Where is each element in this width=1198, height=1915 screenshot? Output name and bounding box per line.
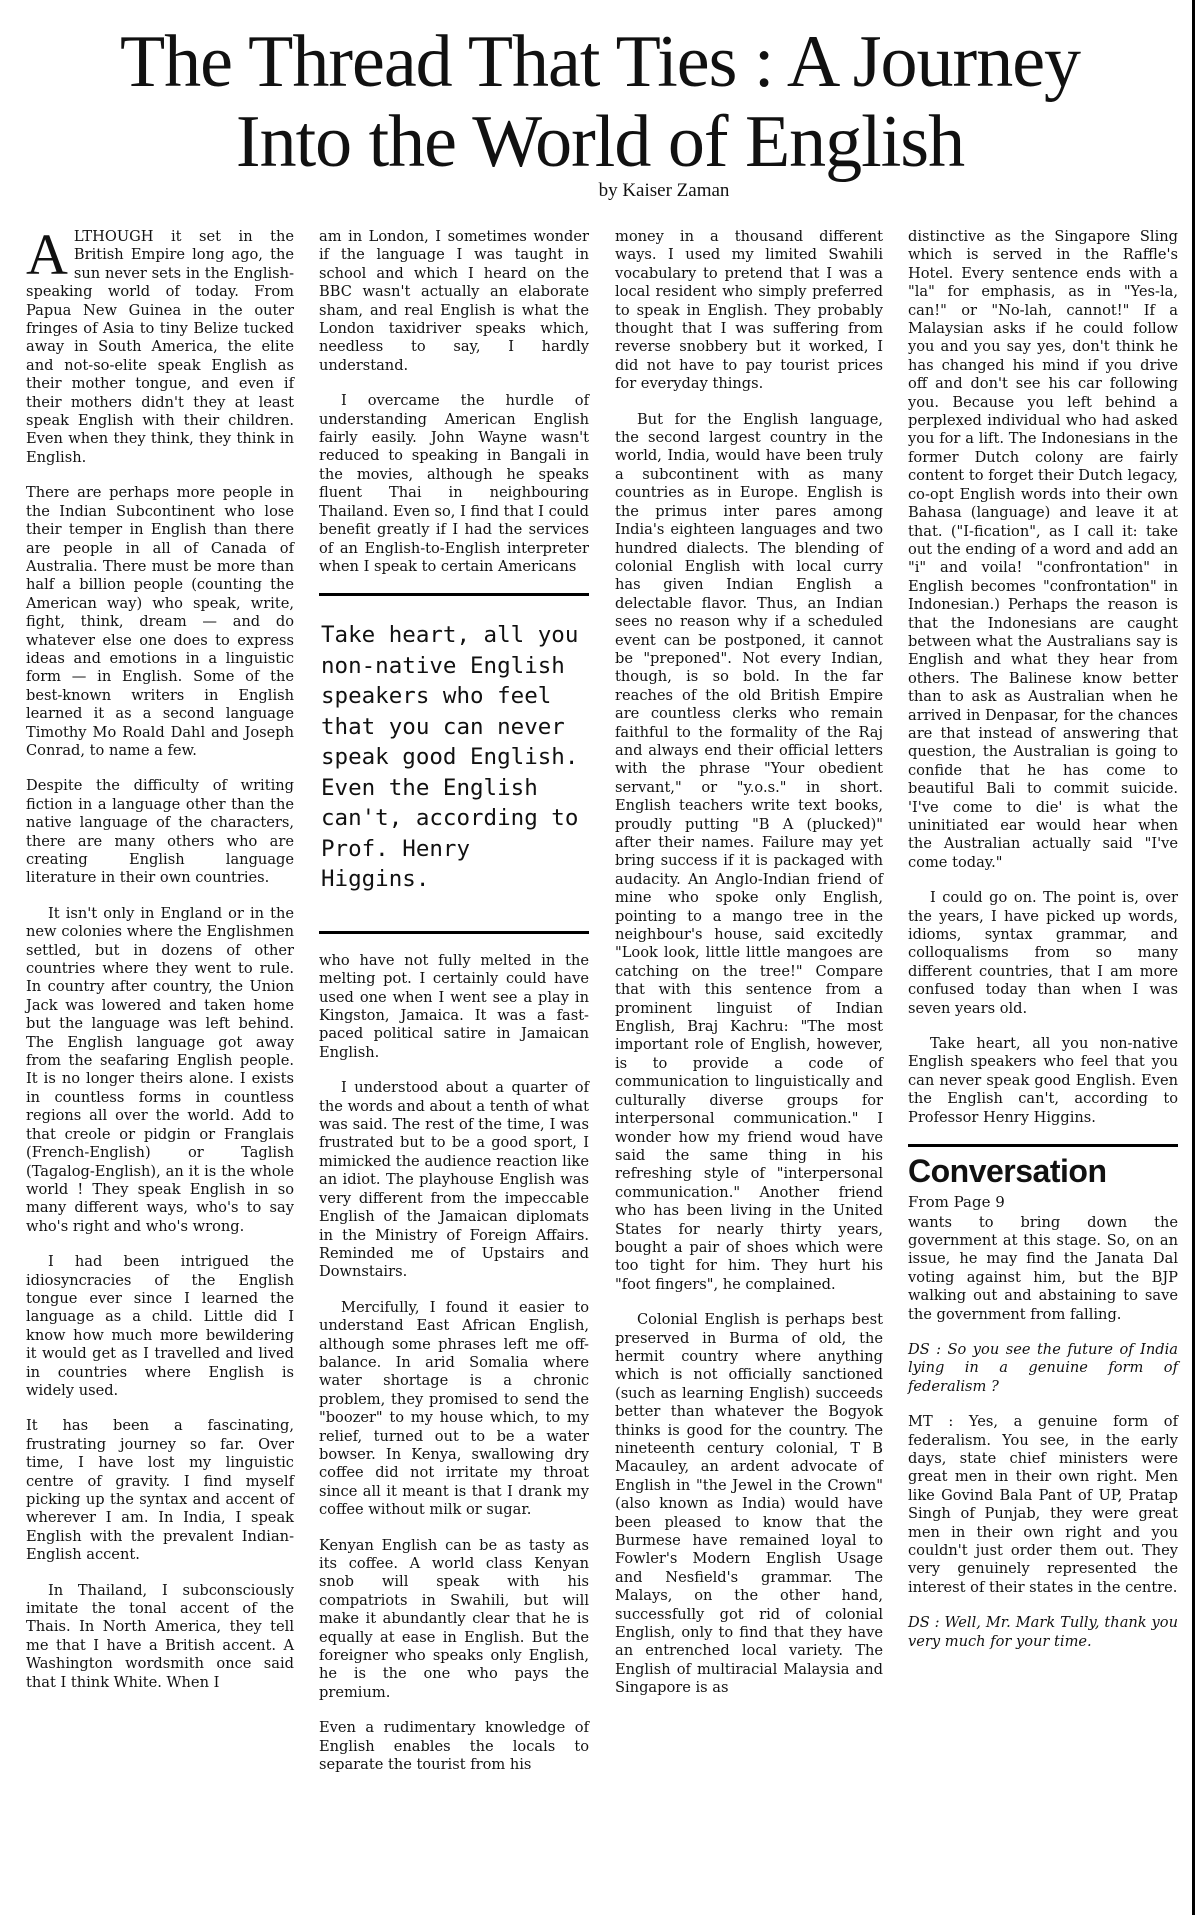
column-2 xyxy=(319,228,589,1791)
byline: by Kaiser Zaman xyxy=(598,180,730,201)
paragraph: But for the English language, the second largest country in the world, India, would have been truly a subcontinent with as many countries as in Europe. English is the primus inter pares among India's eighteen languages and two hundred dialects. The blending of colonial English with local curry has given Indian English a delectable flavor. Thus, an Indian sees no reason why if a scheduled event can be postponed, it cannot be "preponed". Not every Indian, though, is so bold. In the far reaches of the old British Empire are countless clerks who remain faithful to the formality of the Raj and always end their official letters with the phrase "Your obedient servant," or "y.o.s." in short. English teachers write text books, proudly putting "B A (plucked)" after their names. Failure may yet bring success if it is packaged with audacity. An Anglo-Indian friend of mine who spoke only English, pointing to a mango tree in the neighbour's house, said excitedly "Look look, little little mangoes are catching on the tree!" Compare that with this sentence from a prominent linguist of Indian English, Braj Kachru: "The most important role of English, however, is to provide a code of communication to linguistically and culturally diverse groups for interpersonal communication." I wonder how my friend woud have said the same thing in his refreshing style of "interpersonal communication." Another friend who has been living in the United States for nearly thirty years, bought a pair of shoes which were too tight for him. They hurt his "foot fingers", he complained. xyxy=(615,410,883,1293)
interview-question: DS : So you see the future of India lying in a genuine form of federalism ? xyxy=(908,1340,1178,1395)
paragraph: Take heart, all you non-native English speakers who feel that you can never speak good English. Even the English can't, according to Professor Henry Higgins. xyxy=(908,1035,1178,1126)
paragraph: It has been a fascinating, frustrating journey so far. Over time, I have lost my linguistic centre of gravity. I find myself picking up the syntax and accent of wherever I am. In India, I speak English with the prevalent Indian-English accent. xyxy=(26,1417,294,1564)
paragraph: distinctive as the Singapore Sling which is served in the Raffle's Hotel. Every sentence ends with a "la" for emphasis, as in "Yes-la, can!" or "No-lah, cannot!" If a Malaysian asks if he could follow you and you say yes, don't think he has changed his mind if you drive off and don't see his car following you. Because you left behind a perplexed individual who had asked you for a lift. The Indonesians in the former Dutch colony are fairly content to forget their Dutch legacy, co-opt English words into their own Bahasa (language) and leave it at that. ("I-fication", as I call it: take out the ending of a word and add an "i" and voila! "confrontation" in English becomes "confrontation" in Indonesian.) Perhaps the reason is that the Indonesians are caught between what the Australians say is English and what they hear from others. The Balinese know better than to ask as Australian when he arrived in Denpasar, for the chances are that instead of answering that question, the Australian is going to confide that he has come to beautiful Bali to commit suicide. 'I've come to die' is what the uninitiated ear would hear when the Australian actually said "I've come today." xyxy=(908,228,1178,871)
interview-answer: MT : Yes, a genuine form of federalism. You see, in the early days, state chief ministers were great men in their own right. Men like Govind Bala Pant of UP, Pratap Singh of Punjab, they were great men in their own right and you couldn't just order them out. They very genuinely represented the interest of their states in the centre. xyxy=(908,1413,1178,1596)
continued-from-label: From Page 9 xyxy=(908,1193,1005,1212)
paragraph: I could go on. The point is, over the years, I have picked up words, idioms, syntax grammar, and colloqualisms from so many different countries, that I am more confused today than when I was seven years old. xyxy=(908,889,1178,1017)
paragraph: I understood about a quarter of the words and about a tenth of what was said. The rest of the time, I was frustrated but to be a good sport, I mimicked the audience reaction like an idiot. The playhouse English was very different from the impeccable English of the Jamaican diplomats in the Ministry of Foreign Affairs. Reminded me of Upstairs and Downstairs. xyxy=(319,1079,589,1281)
section-divider xyxy=(908,1144,1178,1147)
conversation-heading: Conversation xyxy=(908,1153,1107,1190)
article-title xyxy=(30,22,1170,182)
title-line-1: The Thread That Ties : A Journey xyxy=(119,21,1081,103)
paragraph: Despite the difficulty of writing fiction in a language other than the native language of the characters, there are many others who are creating English language literature in their own countries. xyxy=(26,777,294,887)
paragraph: It isn't only in England or in the new colonies where the Englishmen settled, but in dozens of other countries where they went to rule. In country after country, the Union Jack was lowered and taken home but the language was left behind. The English language got away from the seafaring English people. It is no longer theirs alone. I exists in countless forms in countless regions all over the world. Add to that creole or pidgin or Franglais (French-English) or Taglish (Tagalog-English), an it is the whole world ! They speak English in so many different ways, who's to say who's right and who's wrong. xyxy=(26,904,294,1235)
paragraph: Mercifully, I found it easier to understand East African English, although some phrases left me off-balance. In arid Somalia where water shortage is a chronic problem, they promised to send the "boozer" to my house which, to my relief, turned out to be a water bowser. In Kenya, swallowing dry coffee did not irritate my throat since all it meant is that I drank my coffee without milk or sugar. xyxy=(319,1298,589,1519)
paragraph: Even a rudimentary knowledge of English enables the locals to separate the tourist from his xyxy=(319,1719,589,1774)
paragraph: am in London, I sometimes wonder if the language I was taught in school and which I heard on the BBC wasn't actually an elaborate sham, and real English is what the London taxidriver speaks which, needless to say, I hardly understand. xyxy=(319,228,589,374)
drop-cap: A xyxy=(26,222,68,287)
paragraph: I had been intrigued the idiosyncracies of the English tongue ever since I learned the language as a child. Little did I know how much more bewildering it would get as I travelled and lived in countries where English is widely used. xyxy=(26,1253,294,1399)
column-3 xyxy=(615,228,883,1715)
paragraph: Kenyan English can be as tasty as its coffee. A world class Kenyan snob will speak with his compatriots in Swahili, but will make it abundantly clear that he is equally at ease in English. But the foreigner who speaks only English, he is the one who pays the premium. xyxy=(319,1536,589,1701)
title-line-2: Into the World of English xyxy=(235,101,965,183)
paragraph: I overcame the hurdle of understanding American English fairly easily. John Wayne wasn't reduced to speaking in Bangali in the movies, although he speaks fluent Thai in neighbouring Thailand. Even so, I find that I could benefit greatly if I had the services of an English-to-English interpreter when I speak to certain Americans xyxy=(319,392,589,575)
paragraph: who have not fully melted in the melting pot. I certainly could have used one when I went see a play in Kingston, Jamaica. It was a fast-paced political satire in Jamaican English. xyxy=(319,951,589,1061)
right-border-rule xyxy=(1192,0,1195,1915)
column-1 xyxy=(26,222,294,1709)
paragraph: There are perhaps more people in the Indian Subcontinent who lose their temper in English than there are people in all of Canada of Australia. There must be more than half a billion people (counting the American way) who speak, write, fight, think, dream — and do whatever else one does to express ideas and emotions in a linguistic form — in English. Some of the best-known writers in English learned it as a second language Timothy Mo Roald Dahl and Joseph Conrad, to name a few. xyxy=(26,484,294,759)
interview-question: DS : Well, Mr. Mark Tully, thank you very much for your time. xyxy=(908,1614,1178,1650)
lead-text: LTHOUGH it set in the British Empire long ago, the sun never sets in the English-speaking world of today. From Papua New Guinea in the outer fringes of Asia to tiny Belize tucked away in South America, the elite and not-so-elite speak English as their mother tongue, and even if their mothers didn't they at least speak English with their children. Even when they think, they think in English. xyxy=(26,228,294,466)
paragraph: wants to bring down the government at this stage. So, on an issue, he may find the Janata Dal voting against him, but the BJP walking out and abstaining to save the government from falling. xyxy=(908,1213,1178,1323)
paragraph: money in a thousand different ways. I used my limited Swahili vocabulary to pretend that I was a local resident who simply preferred to speak in English. They probably thought that I was suffering from reverse snobbery but it worked, I did not have to pay tourist prices for everyday things. xyxy=(615,228,883,393)
column-4 xyxy=(908,228,1178,1668)
lead-paragraph xyxy=(26,222,294,467)
pull-quote-text: Take heart, all you non-native English speakers who feel that you can never speak good English. Even the English can't, according to Prof. Henry Higgins. xyxy=(321,622,579,893)
paragraph: Colonial English is perhaps best preserved in Burma of old, the hermit country where anything which is not officially sanctioned (such as learning English) succeeds better than whatever the Bogyok thinks is good for the country. The nineteenth century colonial, T B Macauley, an ardent advocate of English in "the Jewel in the Crown" (also known as India) would have been pleased to know that the Burmese have remained loyal to Fowler's Modern English Usage and Nesfield's grammar. The Malays, on the other hand, successfully got rid of colonial English, only to find that they have an entrenched local variety. The English of multiracial Malaysia and Singapore is as xyxy=(615,1311,883,1697)
pull-quote xyxy=(319,593,589,934)
paragraph: In Thailand, I subconsciously imitate the tonal accent of the Thais. In North America, they tell me that I have a British accent. A Washington wordsmith once said that I think White. When I xyxy=(26,1581,294,1691)
